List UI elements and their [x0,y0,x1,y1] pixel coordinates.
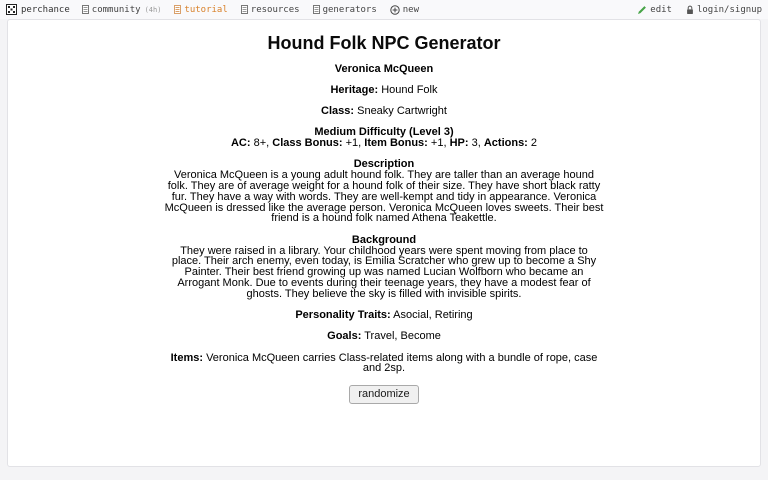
randomize-button[interactable]: randomize [349,385,418,404]
nav-resources[interactable] [241,5,300,15]
npc-background-block [164,235,604,300]
description-text: Veronica McQueen is a young adult hound folk. They are taller than an average hound folk. They are of average weight for a hound folk of their size. They have short black ratty fur. They have a way with words. They are well-kempt and tidy in appearance. Veronica McQueen is dressed like the average person. Veronica McQueen loves sweets. Their best friend is a hound folk named Athena Teakettle. [164,169,604,225]
npc-traits-row [164,310,604,321]
class-label: Class: [321,105,355,118]
heritage-label: Heritage: [330,83,379,96]
npc-description-block [164,159,604,224]
pencil-icon [637,5,647,15]
npc-heritage-row [164,85,604,96]
nav-community[interactable] [82,5,162,15]
stat-hp-value: 3, [471,137,481,150]
document-icon [313,5,320,14]
perchance-logo-icon [6,4,17,15]
traits-value: Asocial, Retiring [393,309,473,322]
stat-class-bonus-value: +1, [345,137,362,150]
stat-actions-value: 2 [530,137,538,150]
background-heading: Background [351,233,417,246]
stat-ac-label: AC: [230,137,251,150]
perchance-home-link[interactable] [6,4,70,15]
nav-new[interactable] [390,5,419,15]
nav-tutorial-label: tutorial [184,4,228,15]
nav-generators-label: generators [322,4,377,15]
npc-name [164,64,604,75]
stat-hp-label: HP: [449,137,469,150]
npc-goals-row [164,331,604,342]
npc-name-text: Veronica McQueen [334,62,434,75]
stat-item-bonus-value: +1, [430,137,447,150]
nav-community-badge: (4h) [144,5,162,14]
nav-new-label: new [402,4,420,15]
nav-tutorial[interactable] [174,5,227,15]
npc-difficulty-block [164,127,604,149]
randomize-row [164,385,604,404]
edit-button[interactable] [637,5,672,15]
document-icon [82,5,89,14]
stat-class-bonus-label: Class Bonus: [272,137,343,150]
description-heading: Description [353,158,415,171]
edit-label: edit [650,4,672,15]
npc-class-row [164,106,604,117]
stat-actions-label: Actions: [483,137,528,150]
plus-circle-icon [390,5,400,15]
traits-label: Personality Traits: [295,309,391,322]
difficulty-heading: Medium Difficulty (Level 3) [314,126,454,139]
stat-item-bonus-label: Item Bonus: [364,137,428,150]
login-signup-link[interactable] [686,5,762,15]
heritage-value: Hound Folk [381,83,438,96]
nav-generators[interactable] [313,5,377,15]
npc-items-row [164,353,604,375]
goals-label: Goals: [327,330,362,343]
document-icon [174,5,181,14]
document-icon [241,5,248,14]
generator-output-panel [7,19,761,467]
items-label: Items: [170,351,204,364]
brand-label: perchance [21,4,70,15]
lock-icon [686,5,694,15]
topbar-right [623,5,762,15]
class-value: Sneaky Cartwright [357,105,447,118]
stat-ac-value: 8+, [253,137,270,150]
nav-community-label: community [91,4,141,15]
goals-value: Travel, Become [364,330,441,343]
items-value: Veronica McQueen carries Class-related items along with a bundle of rope, case and 2sp. [206,351,598,375]
page-title: Hound Folk NPC Generator [267,33,501,53]
login-signup-label: login/signup [696,4,762,15]
nav-resources-label: resources [250,4,300,15]
background-text: They were raised in a library. Your childhood years were spent moving from place to place. Their arch enemy, even today, is Emilia Scratcher who grew up to become a Shy Painter. Their best friend growing up was named Lucian Wolfborn who became an Arrogant Monk. Due to events during their teenage years, they have a modest fear of ghosts. They believe the sky is filled with invisible spirits. [171,244,597,300]
topbar [0,0,768,19]
generator-content [164,33,604,404]
